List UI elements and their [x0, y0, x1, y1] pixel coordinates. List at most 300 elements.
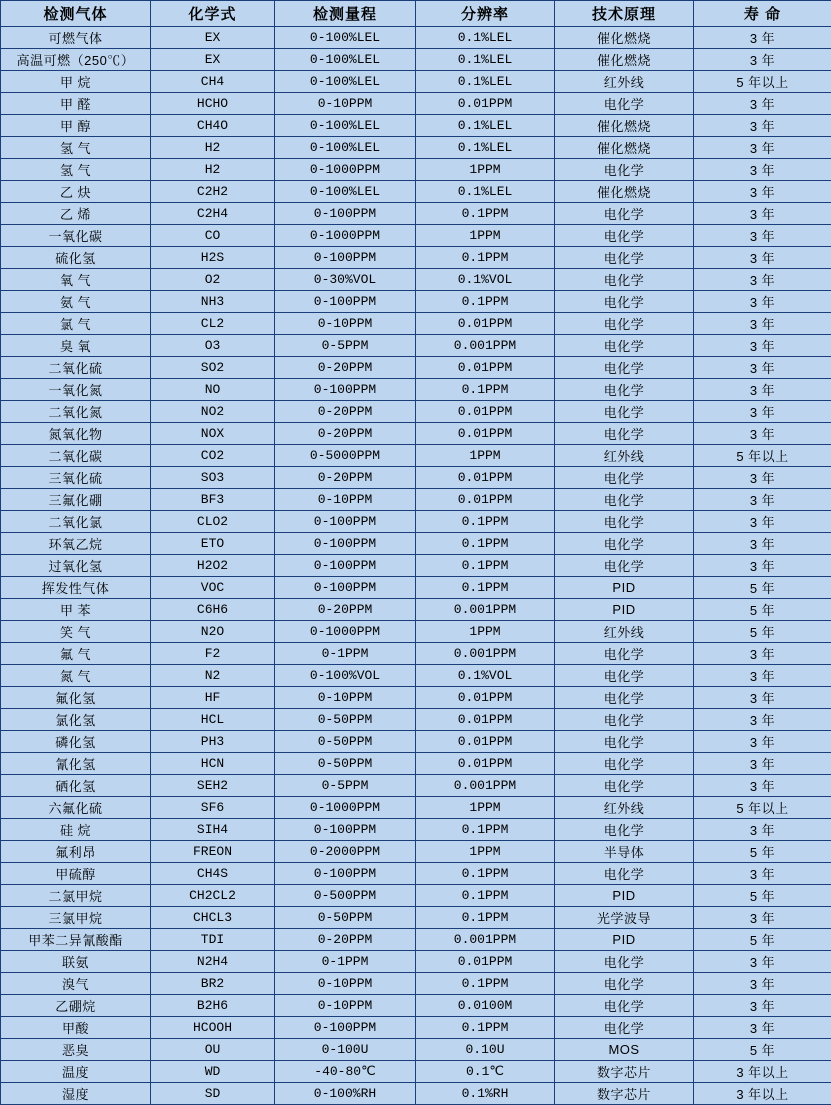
cell-range: 0-100%LEL	[275, 137, 416, 159]
cell-lifetime: 3 年以上	[694, 1083, 831, 1105]
cell-range: 0-2000PPM	[275, 841, 416, 863]
cell-resolution: 1PPM	[416, 797, 555, 819]
cell-range: 0-20PPM	[275, 467, 416, 489]
cell-range: 0-500PPM	[275, 885, 416, 907]
cell-resolution: 0.1PPM	[416, 247, 555, 269]
cell-principle: 电化学	[555, 423, 694, 445]
cell-range: 0-1PPM	[275, 643, 416, 665]
cell-formula: EX	[151, 27, 275, 49]
table-row	[1, 995, 831, 1017]
cell-resolution: 0.1PPM	[416, 1017, 555, 1039]
cell-gas-name: 硫化氢	[1, 247, 151, 269]
cell-range: 0-30%VOL	[275, 269, 416, 291]
cell-lifetime: 3 年	[694, 115, 831, 137]
cell-resolution: 0.1%LEL	[416, 137, 555, 159]
cell-principle: 电化学	[555, 775, 694, 797]
cell-lifetime: 3 年	[694, 709, 831, 731]
cell-range: 0-100%LEL	[275, 71, 416, 93]
column-header-principle: 技术原理	[555, 1, 694, 27]
cell-resolution: 0.1PPM	[416, 907, 555, 929]
cell-gas-name: 挥发性气体	[1, 577, 151, 599]
cell-formula: HCOOH	[151, 1017, 275, 1039]
cell-resolution: 0.1PPM	[416, 203, 555, 225]
cell-resolution: 0.01PPM	[416, 93, 555, 115]
cell-lifetime: 3 年	[694, 951, 831, 973]
table-row	[1, 1061, 831, 1083]
cell-principle: 电化学	[555, 1017, 694, 1039]
cell-principle: 电化学	[555, 269, 694, 291]
table-header-row	[1, 1, 831, 27]
cell-resolution: 0.01PPM	[416, 467, 555, 489]
cell-principle: 电化学	[555, 973, 694, 995]
cell-principle: 电化学	[555, 159, 694, 181]
cell-lifetime: 3 年	[694, 995, 831, 1017]
cell-gas-name: 温度	[1, 1061, 151, 1083]
cell-range: 0-10PPM	[275, 489, 416, 511]
cell-gas-name: 氟利昂	[1, 841, 151, 863]
cell-formula: NOX	[151, 423, 275, 445]
cell-gas-name: 磷化氢	[1, 731, 151, 753]
cell-range: 0-50PPM	[275, 709, 416, 731]
cell-gas-name: 氰化氢	[1, 753, 151, 775]
table-row	[1, 225, 831, 247]
cell-principle: 数字芯片	[555, 1061, 694, 1083]
cell-lifetime: 3 年	[694, 687, 831, 709]
cell-principle: 电化学	[555, 863, 694, 885]
cell-gas-name: 氮 气	[1, 665, 151, 687]
cell-principle: 电化学	[555, 335, 694, 357]
cell-gas-name: 甲酸	[1, 1017, 151, 1039]
cell-formula: BF3	[151, 489, 275, 511]
cell-lifetime: 3 年	[694, 291, 831, 313]
cell-gas-name: 湿度	[1, 1083, 151, 1105]
cell-lifetime: 3 年	[694, 907, 831, 929]
table-row	[1, 445, 831, 467]
cell-gas-name: 硅 烷	[1, 819, 151, 841]
cell-lifetime: 3 年	[694, 159, 831, 181]
cell-resolution: 0.1%RH	[416, 1083, 555, 1105]
cell-resolution: 0.1%VOL	[416, 269, 555, 291]
table-row	[1, 401, 831, 423]
cell-resolution: 0.1%LEL	[416, 115, 555, 137]
cell-formula: WD	[151, 1061, 275, 1083]
cell-principle: 催化燃烧	[555, 49, 694, 71]
cell-formula: ETO	[151, 533, 275, 555]
cell-principle: 光学波导	[555, 907, 694, 929]
cell-range: 0-1000PPM	[275, 159, 416, 181]
cell-gas-name: 笑 气	[1, 621, 151, 643]
cell-gas-name: 溴气	[1, 973, 151, 995]
cell-principle: 电化学	[555, 467, 694, 489]
table-row	[1, 1039, 831, 1061]
cell-resolution: 0.01PPM	[416, 951, 555, 973]
cell-lifetime: 3 年	[694, 643, 831, 665]
cell-formula: H2	[151, 137, 275, 159]
cell-resolution: 0.01PPM	[416, 423, 555, 445]
column-header-resolution: 分辨率	[416, 1, 555, 27]
cell-resolution: 0.01PPM	[416, 357, 555, 379]
cell-formula: C2H2	[151, 181, 275, 203]
cell-range: 0-100%VOL	[275, 665, 416, 687]
cell-principle: 电化学	[555, 555, 694, 577]
cell-principle: PID	[555, 885, 694, 907]
cell-formula: C6H6	[151, 599, 275, 621]
cell-principle: 催化燃烧	[555, 181, 694, 203]
cell-principle: PID	[555, 929, 694, 951]
cell-resolution: 0.1PPM	[416, 863, 555, 885]
cell-principle: 红外线	[555, 71, 694, 93]
cell-formula: HCN	[151, 753, 275, 775]
cell-lifetime: 3 年	[694, 247, 831, 269]
cell-principle: 电化学	[555, 995, 694, 1017]
cell-formula: O2	[151, 269, 275, 291]
cell-principle: 电化学	[555, 951, 694, 973]
cell-gas-name: 硒化氢	[1, 775, 151, 797]
cell-resolution: 0.1℃	[416, 1061, 555, 1083]
cell-formula: CO	[151, 225, 275, 247]
table-row	[1, 951, 831, 973]
cell-resolution: 0.1%LEL	[416, 27, 555, 49]
cell-range: 0-20PPM	[275, 929, 416, 951]
cell-formula: FREON	[151, 841, 275, 863]
table-row	[1, 621, 831, 643]
cell-gas-name: 二氯甲烷	[1, 885, 151, 907]
cell-lifetime: 3 年	[694, 511, 831, 533]
cell-principle: 电化学	[555, 357, 694, 379]
cell-resolution: 0.1PPM	[416, 577, 555, 599]
cell-lifetime: 3 年	[694, 555, 831, 577]
cell-principle: 电化学	[555, 687, 694, 709]
column-header-formula: 化学式	[151, 1, 275, 27]
table-row	[1, 599, 831, 621]
cell-formula: CL2	[151, 313, 275, 335]
table-row	[1, 863, 831, 885]
cell-lifetime: 5 年	[694, 599, 831, 621]
table-row	[1, 71, 831, 93]
cell-range: 0-100PPM	[275, 511, 416, 533]
cell-range: 0-1000PPM	[275, 225, 416, 247]
cell-lifetime: 3 年	[694, 203, 831, 225]
cell-formula: HCHO	[151, 93, 275, 115]
table-row	[1, 819, 831, 841]
table-row	[1, 27, 831, 49]
cell-lifetime: 3 年	[694, 225, 831, 247]
cell-range: 0-5000PPM	[275, 445, 416, 467]
cell-gas-name: 甲 醇	[1, 115, 151, 137]
cell-formula: CHCL3	[151, 907, 275, 929]
table-row	[1, 313, 831, 335]
cell-gas-name: 甲硫醇	[1, 863, 151, 885]
cell-formula: OU	[151, 1039, 275, 1061]
cell-lifetime: 3 年以上	[694, 1061, 831, 1083]
cell-principle: 红外线	[555, 797, 694, 819]
cell-principle: 电化学	[555, 203, 694, 225]
table-body	[1, 27, 831, 1105]
table-row	[1, 687, 831, 709]
cell-formula: F2	[151, 643, 275, 665]
cell-resolution: 0.001PPM	[416, 775, 555, 797]
cell-resolution: 0.1PPM	[416, 555, 555, 577]
table-row	[1, 357, 831, 379]
cell-resolution: 1PPM	[416, 445, 555, 467]
cell-range: 0-100%LEL	[275, 49, 416, 71]
cell-gas-name: 臭 氧	[1, 335, 151, 357]
cell-lifetime: 3 年	[694, 357, 831, 379]
cell-formula: N2O	[151, 621, 275, 643]
cell-resolution: 1PPM	[416, 225, 555, 247]
table-row	[1, 379, 831, 401]
cell-range: 0-100PPM	[275, 291, 416, 313]
cell-resolution: 0.1PPM	[416, 533, 555, 555]
cell-gas-name: 二氧化碳	[1, 445, 151, 467]
cell-gas-name: 恶臭	[1, 1039, 151, 1061]
cell-resolution: 0.1PPM	[416, 973, 555, 995]
cell-formula: EX	[151, 49, 275, 71]
cell-gas-name: 过氧化氢	[1, 555, 151, 577]
cell-principle: 电化学	[555, 93, 694, 115]
table-row	[1, 929, 831, 951]
cell-formula: SO3	[151, 467, 275, 489]
cell-gas-name: 氧 气	[1, 269, 151, 291]
cell-gas-name: 一氧化氮	[1, 379, 151, 401]
cell-formula: H2S	[151, 247, 275, 269]
cell-gas-name: 氨 气	[1, 291, 151, 313]
cell-lifetime: 3 年	[694, 313, 831, 335]
table-row	[1, 49, 831, 71]
cell-resolution: 0.01PPM	[416, 687, 555, 709]
cell-formula: NO	[151, 379, 275, 401]
cell-formula: TDI	[151, 929, 275, 951]
cell-lifetime: 3 年	[694, 181, 831, 203]
cell-resolution: 1PPM	[416, 159, 555, 181]
cell-lifetime: 3 年	[694, 335, 831, 357]
cell-formula: B2H6	[151, 995, 275, 1017]
cell-gas-name: 氮氧化物	[1, 423, 151, 445]
cell-gas-name: 三氯甲烷	[1, 907, 151, 929]
cell-formula: HCL	[151, 709, 275, 731]
table-row	[1, 885, 831, 907]
cell-range: 0-100PPM	[275, 819, 416, 841]
cell-gas-name: 甲 烷	[1, 71, 151, 93]
cell-gas-name: 高温可燃（250℃）	[1, 49, 151, 71]
cell-lifetime: 3 年	[694, 533, 831, 555]
cell-lifetime: 3 年	[694, 973, 831, 995]
cell-resolution: 0.01PPM	[416, 731, 555, 753]
cell-formula: SEH2	[151, 775, 275, 797]
cell-principle: 数字芯片	[555, 1083, 694, 1105]
cell-gas-name: 三氟化硼	[1, 489, 151, 511]
cell-lifetime: 3 年	[694, 27, 831, 49]
cell-formula: N2H4	[151, 951, 275, 973]
cell-gas-name: 氟 气	[1, 643, 151, 665]
cell-principle: 电化学	[555, 489, 694, 511]
cell-range: 0-50PPM	[275, 907, 416, 929]
cell-lifetime: 3 年	[694, 467, 831, 489]
cell-range: 0-1000PPM	[275, 797, 416, 819]
cell-lifetime: 3 年	[694, 863, 831, 885]
cell-resolution: 0.10U	[416, 1039, 555, 1061]
cell-resolution: 1PPM	[416, 621, 555, 643]
table-row	[1, 533, 831, 555]
cell-gas-name: 可燃气体	[1, 27, 151, 49]
cell-range: 0-1PPM	[275, 951, 416, 973]
cell-range: 0-100%LEL	[275, 115, 416, 137]
cell-formula: C2H4	[151, 203, 275, 225]
cell-gas-name: 氯化氢	[1, 709, 151, 731]
column-header-lifetime: 寿 命	[694, 1, 831, 27]
table-row	[1, 335, 831, 357]
cell-principle: 电化学	[555, 291, 694, 313]
cell-formula: NH3	[151, 291, 275, 313]
cell-gas-name: 环氧乙烷	[1, 533, 151, 555]
cell-principle: MOS	[555, 1039, 694, 1061]
cell-resolution: 0.01PPM	[416, 753, 555, 775]
cell-gas-name: 氢 气	[1, 137, 151, 159]
table-row	[1, 181, 831, 203]
cell-range: 0-20PPM	[275, 423, 416, 445]
table-row	[1, 731, 831, 753]
cell-gas-name: 氟化氢	[1, 687, 151, 709]
cell-principle: 红外线	[555, 621, 694, 643]
cell-formula: CO2	[151, 445, 275, 467]
cell-formula: CH4	[151, 71, 275, 93]
cell-range: 0-100PPM	[275, 555, 416, 577]
table-row	[1, 665, 831, 687]
cell-resolution: 0.1%VOL	[416, 665, 555, 687]
cell-lifetime: 5 年	[694, 577, 831, 599]
cell-gas-name: 乙 炔	[1, 181, 151, 203]
cell-range: 0-100PPM	[275, 863, 416, 885]
cell-lifetime: 3 年	[694, 93, 831, 115]
cell-resolution: 0.1%LEL	[416, 181, 555, 203]
cell-resolution: 0.1PPM	[416, 885, 555, 907]
cell-gas-name: 甲 醛	[1, 93, 151, 115]
table-row	[1, 93, 831, 115]
table-row	[1, 753, 831, 775]
table-row	[1, 1083, 831, 1105]
cell-principle: PID	[555, 577, 694, 599]
cell-range: 0-10PPM	[275, 687, 416, 709]
table-row	[1, 841, 831, 863]
table-row	[1, 709, 831, 731]
cell-principle: 电化学	[555, 819, 694, 841]
cell-lifetime: 3 年	[694, 379, 831, 401]
cell-gas-name: 联氨	[1, 951, 151, 973]
cell-range: 0-20PPM	[275, 599, 416, 621]
table-row	[1, 489, 831, 511]
cell-formula: NO2	[151, 401, 275, 423]
cell-lifetime: 3 年	[694, 819, 831, 841]
cell-lifetime: 3 年	[694, 423, 831, 445]
cell-principle: 电化学	[555, 643, 694, 665]
table-row	[1, 247, 831, 269]
cell-formula: N2	[151, 665, 275, 687]
cell-lifetime: 5 年以上	[694, 797, 831, 819]
cell-gas-name: 一氧化碳	[1, 225, 151, 247]
cell-range: 0-50PPM	[275, 753, 416, 775]
cell-resolution: 0.0100M	[416, 995, 555, 1017]
cell-resolution: 0.01PPM	[416, 709, 555, 731]
cell-resolution: 0.1PPM	[416, 291, 555, 313]
table-row	[1, 775, 831, 797]
cell-lifetime: 5 年	[694, 885, 831, 907]
cell-lifetime: 5 年	[694, 929, 831, 951]
cell-gas-name: 甲 苯	[1, 599, 151, 621]
cell-range: -40-80℃	[275, 1061, 416, 1083]
cell-principle: 催化燃烧	[555, 27, 694, 49]
cell-principle: 催化燃烧	[555, 137, 694, 159]
table-row	[1, 511, 831, 533]
table-row	[1, 115, 831, 137]
table-row	[1, 269, 831, 291]
cell-resolution: 0.001PPM	[416, 335, 555, 357]
table-row	[1, 291, 831, 313]
cell-range: 0-100PPM	[275, 577, 416, 599]
table-row	[1, 555, 831, 577]
cell-formula: H2	[151, 159, 275, 181]
cell-principle: 电化学	[555, 225, 694, 247]
cell-formula: SIH4	[151, 819, 275, 841]
cell-gas-name: 二氧化硫	[1, 357, 151, 379]
cell-gas-name: 乙硼烷	[1, 995, 151, 1017]
cell-principle: 电化学	[555, 731, 694, 753]
cell-range: 0-5PPM	[275, 335, 416, 357]
cell-resolution: 0.1PPM	[416, 511, 555, 533]
cell-lifetime: 3 年	[694, 665, 831, 687]
cell-formula: HF	[151, 687, 275, 709]
cell-resolution: 0.01PPM	[416, 313, 555, 335]
cell-principle: 电化学	[555, 511, 694, 533]
cell-formula: SF6	[151, 797, 275, 819]
cell-formula: CH2CL2	[151, 885, 275, 907]
cell-lifetime: 3 年	[694, 401, 831, 423]
cell-formula: PH3	[151, 731, 275, 753]
cell-gas-name: 氯 气	[1, 313, 151, 335]
cell-principle: 电化学	[555, 401, 694, 423]
cell-lifetime: 3 年	[694, 753, 831, 775]
cell-range: 0-100PPM	[275, 247, 416, 269]
table-row	[1, 423, 831, 445]
table-header	[1, 1, 831, 27]
cell-gas-name: 三氧化硫	[1, 467, 151, 489]
cell-lifetime: 3 年	[694, 731, 831, 753]
cell-range: 0-10PPM	[275, 973, 416, 995]
cell-lifetime: 3 年	[694, 489, 831, 511]
table-row	[1, 159, 831, 181]
table-row	[1, 137, 831, 159]
cell-range: 0-1000PPM	[275, 621, 416, 643]
cell-formula: SO2	[151, 357, 275, 379]
cell-resolution: 0.001PPM	[416, 929, 555, 951]
cell-lifetime: 5 年	[694, 621, 831, 643]
cell-resolution: 0.1%LEL	[416, 71, 555, 93]
cell-range: 0-100PPM	[275, 533, 416, 555]
table-row	[1, 577, 831, 599]
cell-range: 0-20PPM	[275, 357, 416, 379]
cell-resolution: 0.1PPM	[416, 379, 555, 401]
cell-lifetime: 3 年	[694, 269, 831, 291]
cell-principle: 催化燃烧	[555, 115, 694, 137]
cell-formula: CLO2	[151, 511, 275, 533]
cell-principle: 电化学	[555, 313, 694, 335]
cell-principle: 电化学	[555, 709, 694, 731]
cell-resolution: 1PPM	[416, 841, 555, 863]
cell-range: 0-50PPM	[275, 731, 416, 753]
cell-formula: H2O2	[151, 555, 275, 577]
cell-formula: O3	[151, 335, 275, 357]
cell-principle: 电化学	[555, 753, 694, 775]
cell-resolution: 0.001PPM	[416, 599, 555, 621]
